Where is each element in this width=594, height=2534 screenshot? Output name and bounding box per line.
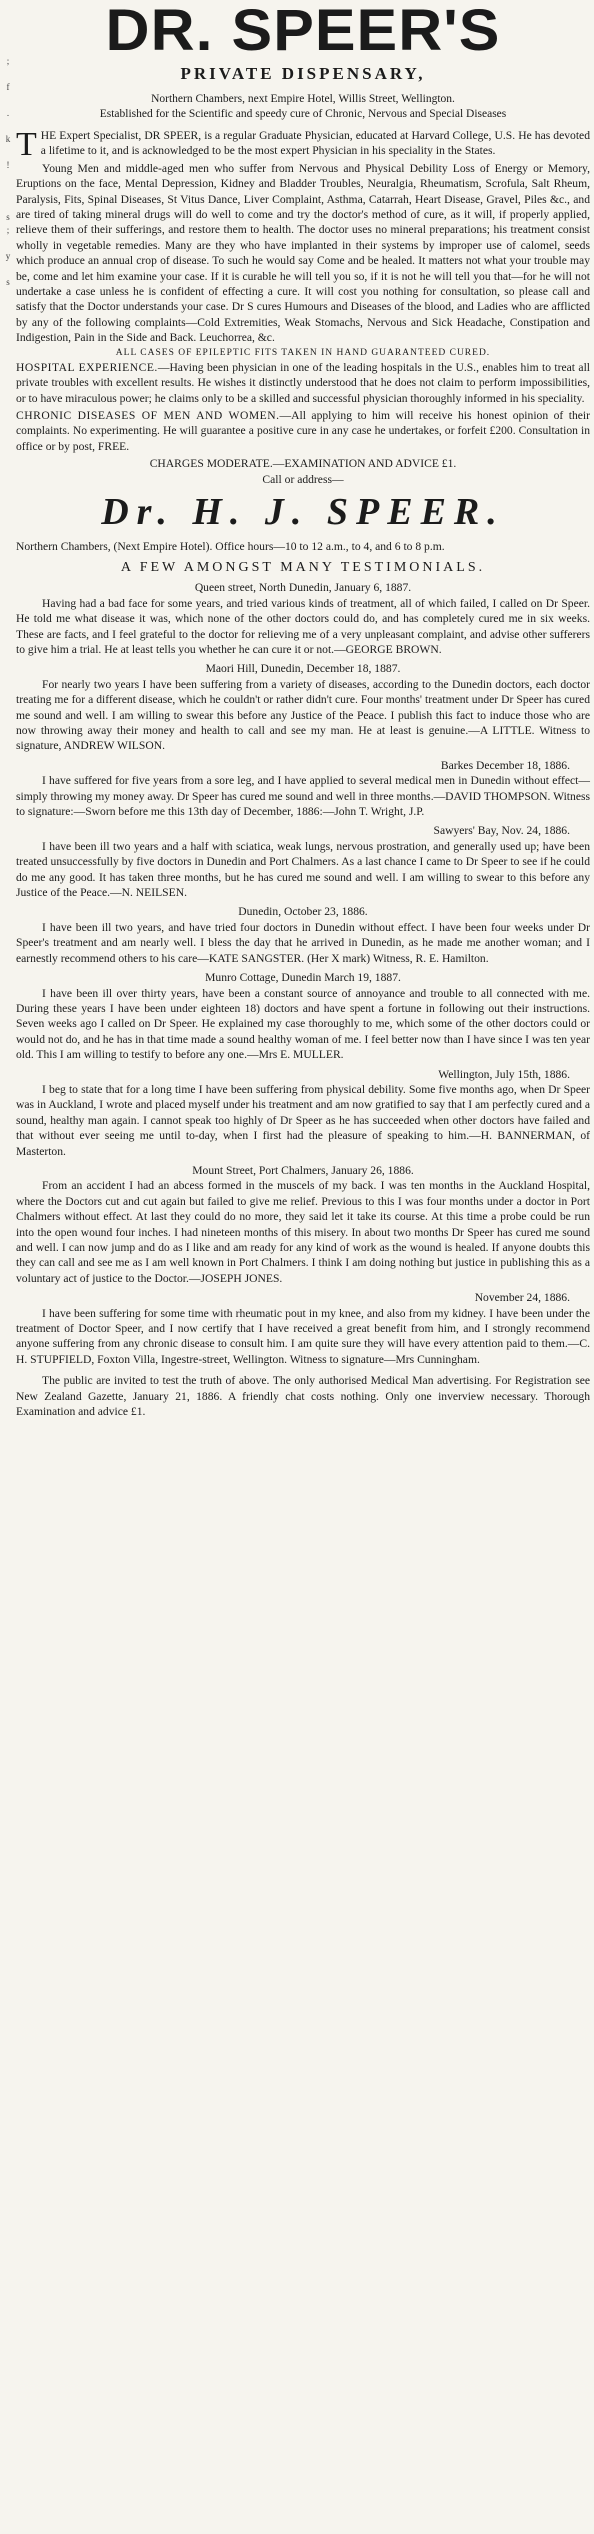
testimonial-text: I beg to state that for a long time I have been suffering from physical debility. Some five months ago, when Dr Speer was in Auckland, I wrote and placed myself under his treatment and am now gratified to say that I am perfectly cured and a sound, healthy man again. I cannot speak too highly of Dr Speer as he has succeeded when other doctors have failed and that without ever seeing me until to-day, when I first had the pleasure of speaking to him.—H. BANNERMAN, of Masterton. (16, 1082, 590, 1158)
testimonials-heading: A FEW AMONGST MANY TESTIMONIALS. (120, 560, 486, 576)
epileptic-notice: ALL CASES OF EPILEPTIC FITS TAKEN IN HAND GUARANTEED CURED. (115, 347, 491, 358)
testimonial-text: I have been suffering for some time with rheumatic pout in my knee, and also from my kidney. I have been under the treatment of Doctor Speer, and I now certify that I have received a great benefit from him, and I strongly recommend anyone suffering from any chronic disease to consult him. I am quite sure they will have every attention paid to them.—C. H. STUPFIELD, Foxton Villa, Ingestre-street, Wellington. Witness to signature—Mrs Cunningham. (16, 1306, 590, 1366)
advertisement-column (16, 0, 590, 1421)
testimonial-text: I have suffered for five years from a sore leg, and I have applied to several medical men in Dunedin without effect—simply throwing my money away. Dr Speer has cured me sound and well in three months.—DAVID THOMPSON. Witness to signature:—Sworn before me this 13th day of December, 1886:—John T. Wright, J.P. (16, 774, 590, 819)
testimonial-location: Dunedin, October 23, 1886. (238, 905, 368, 919)
doctor-name: Dr. H. J. SPEER. (101, 490, 505, 533)
charges-line: CHARGES MODERATE.—EXAMINATION AND ADVICE £1. (149, 457, 457, 471)
testimonial-location: Wellington, July 15th, 1886. (438, 1067, 570, 1081)
testimonial-text: For nearly two years I have been suffering from a variety of diseases, according to the Dunedin doctors, each doctor treating me for a different disease, which he couldn't or rather didn't cure. Four months' treatment under Dr Speer has cured me sound and well. I am willing to swear this before any Justice of the Peace. I publish this fact to induce those who are now throwing away their money and health to call and see my man. He at least is genuine.—A LITTLE. Witness to signature, ANDREW WILSON. (16, 677, 590, 753)
call-line: Call or address— (262, 472, 344, 486)
testimonial-location: Barkes December 18, 1886. (440, 758, 570, 772)
testimonial-location: Munro Cottage, Dunedin March 19, 1887. (205, 971, 401, 985)
testimonial-text: I have been ill two years and a half with sciatica, weak lungs, nervous prostration, and generally used up; have been treated unsuccessfully by five doctors in Dunedin and Port Chalmers. As a last chance I came to Dr Speer to see if he could do me any good. It has taken three months, but he has cured me sound and well. I am willing to swear to this before any Justice of the Peace.—N. NEILSEN. (16, 839, 590, 900)
diseases-paragraph: Young Men and middle-aged men who suffer from Nervous and Physical Debility Loss of Energy or Memory, Eruptions on the face, Mental Depression, Kidney and Bladder Troubles, Neuralgia, Rheumatism, Scrofula, Salt Rheum, Paralysis, Fits, Spinal Diseases, St Vitus Dance, Liver Complaint, Asthma, Catarrah, Heart Disease, Gravel, Piles &c., and are tired of taking mineral drugs will do well to come and try the doctor's method of cure, as it will, if properly applied, relieve them of their sufferings, and restore them to health. The doctor uses no mineral preparations; his treatment consist wholly in vegetable remedies. Many are they who have implanted in their systems by improper use of calomel, seeds which produce an annual crop of disease. To such he would say Come and be healed. It matters not what your trouble may be, come and let him examine your case. If it is curable he will tell you so, if it is not he will tell you that—for he will not undertake a case unless he is confident of effecting a cure. It will cost you nothing for consultation, so please call and satisfy that the Doctor understands your case. Dr S cures Humours and Diseases of the blood, and Ladies who are afflicted by any of the following complaints—Cold Extremities, Weak Stomachs, Nervous and Sick Headache, Constipation and Indigestion, Pain in the Side and Back. Leuchorrea, &c. (16, 161, 590, 345)
testimonial-location: Queen street, North Dunedin, January 6, 1887. (194, 581, 412, 595)
established-line: Established for the Scientific and speedy cure of Chronic, Nervous and Special Diseases (99, 108, 507, 120)
testimonial-location: November 24, 1886. (474, 1291, 570, 1305)
testimonial-location: Maori Hill, Dunedin, December 18, 1887. (205, 662, 401, 676)
chronic-paragraph (16, 408, 590, 454)
testimonial-text: I have been ill two years, and have tried four doctors in Dunedin without effect. I have been four weeks under Dr Speer's treatment and am nearly well. I bless the day that he arrived in Dunedin, as he made me another woman; and I earnestly recommend others to his care—KATE SANGSTER. (Her X mark) Witness, R. E. Hamilton. (16, 920, 590, 965)
testimonial-text: Having had a bad face for some years, and tried various kinds of treatment, all of which failed, I called on Dr Speer. He told me what disease it was, which none of the other doctors could do, and has completely cured me in six weeks. These are facts, and I feel grateful to the doctor for relieving me of a very unpleasant complaint, and advise other sufferers to give him a trial. He at least tells you whether he can cure it or not.—GEORGE BROWN. (16, 596, 590, 656)
address-line: Northern Chambers, next Empire Hotel, Willis Street, Wellington. (151, 93, 455, 105)
hospital-heading: HOSPITAL EXPERIENCE. (16, 360, 158, 374)
testimonial-text: From an accident I had an abcess formed in the muscels of my back. I was ten months in the Auckland Hospital, where the Doctors cut and cut again but failed to give me relief. Previous to this I was four months under a doctor in Port Chalmers without effect. At last they could do no more, they said let it take its course. At this time a probe could be run into the open wound four inches. I had nineteen months of this misery. In about two months Dr Speer has cured me sound and well. I can now jump and do as I like and am ready for any kind of work as the wound is healed. If anyone doubts this they can call and see me as I am well known in Port Chalmers. I think I am doing nothing but justice in publishing this as a voluntary act of justice to the Doctor.—JOSEPH JONES. (16, 1179, 590, 1285)
intro-paragraph (16, 126, 590, 163)
testimonial-location: Mount Street, Port Chalmers, January 26, 1886. (192, 1163, 414, 1177)
chronic-text: —All applying to him will receive his honest opinion of their complaints. No experimenting. He will guarantee a positive cure in any case he undertakes, or forfeit £200. Consultation in office or by post, FREE. (16, 408, 590, 453)
hospital-text: —Having been physician in one of the leading hospitals in the U.S., enables him to treat all private troubles with excellent results. He wishes it distinctly understood that he does not claim to perform impossibilities, or to have miraculous power; he claims only to be a skilled and successful physician thoroughly informed in his speciality. (16, 360, 591, 405)
testimonial-text: I have been ill over thirty years, have been a constant source of annoyance and trouble to all connected with me. During these years I have been under eighteen 18) doctors and have spent a fortune in following out their instructions. Seven weeks ago I called on Dr Speer. He explained my case thoroughly to me, which some of the other doctors could or would not do, and he has in that time made a sound healthy woman of me. I feel better now than I have since I was ten year old. This I am willing to testify to before any one.—Mrs E. MULLER. (16, 986, 590, 1062)
closing-paragraph: The public are invited to test the truth of above. The only authorised Medical Man advertising. For Registration see New Zealand Gazette, January 21, 1886. A friendly chat costs nothing. Only one inverview necessary. Thorough Examination and advice £1. (16, 1374, 590, 1419)
hospital-paragraph (16, 360, 590, 406)
ad-subtitle: PRIVATE DISPENSARY, (180, 64, 426, 83)
testimonials-list (16, 580, 590, 1367)
testimonial-location: Sawyers' Bay, Nov. 24, 1886. (433, 824, 570, 838)
office-hours: Northern Chambers, (Next Empire Hotel). Office hours—10 to 12 a.m., to 4, and 6 to 8 p.m. (16, 539, 445, 553)
chronic-heading: CHRONIC DISEASES OF MEN AND WOMEN. (16, 408, 280, 422)
ad-title: DR. SPEER'S (105, 0, 501, 63)
drop-cap: T (16, 126, 37, 163)
margin-marks: ; f . k ! s ; y s (5, 56, 11, 287)
intro-text: HE Expert Specialist, DR SPEER, is a regular Graduate Physician, educated at Harvard College, U.S. He has devoted a lifetime to it, and is acknowledged to be the most expert Physician in his speciality in the States. (40, 129, 590, 158)
